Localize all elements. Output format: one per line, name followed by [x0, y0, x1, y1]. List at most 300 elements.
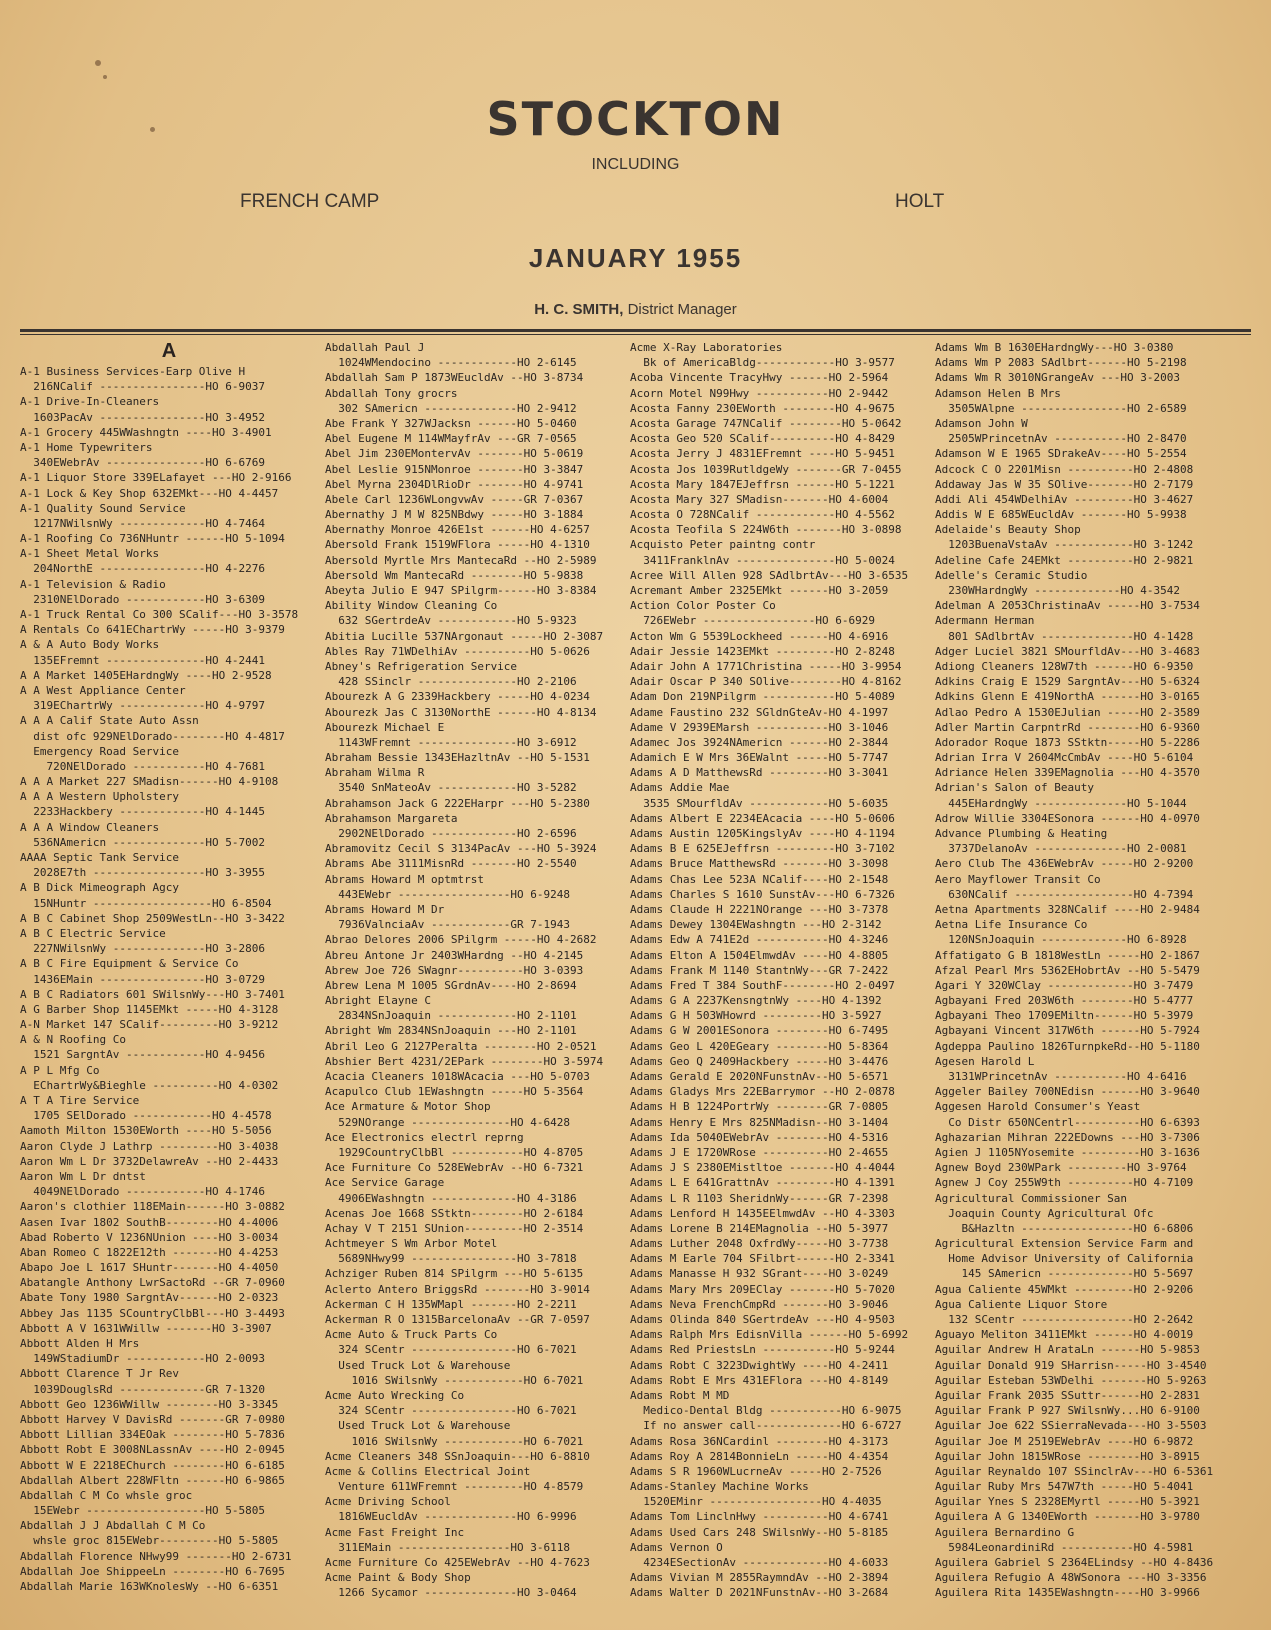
listing-entry: Acorn Motel N99Hwy -----------HO 2-9442 — [630, 386, 889, 400]
listing-entry: Addis W E 685WEucldAv -------HO 5-9938 — [935, 508, 1187, 522]
listing-columns — [20, 340, 1251, 1620]
listing-entry: Bk of AmericaBldg------------HO 3-9577 — [630, 356, 895, 370]
listing-entry: Adams G H 503WHowrd ---------HO 3-5927 — [630, 1009, 882, 1023]
listing-entry: Abrew Joe 726 SWagnr----------HO 3-0393 — [325, 963, 584, 977]
listing-entry: A-1 Drive-In-Cleaners — [20, 395, 160, 409]
listing-entry: Ace Electronics electrl reprng — [325, 1130, 524, 1144]
listing-entry: Adams Fred T 384 SouthF--------HO 2-0497 — [630, 978, 895, 992]
listing-entry: A B C Cabinet Shop 2509WestLn--HO 3-3422 — [20, 911, 285, 925]
listing-entry: Used Truck Lot & Warehouse — [325, 1419, 511, 1433]
listing-entry: Adams Rosa 36NCardinl --------HO 4-3173 — [630, 1434, 889, 1448]
listing-entry: Adamec Jos 3924NAmericn ------HO 2-3844 — [630, 735, 889, 749]
listing-entry: A T A Tire Service — [20, 1094, 140, 1107]
listing-entry: Acton Wm G 5539Lockheed ------HO 4-6916 — [630, 629, 889, 643]
listing-entry: Adams Neva FrenchCmpRd -------HO 3-9046 — [630, 1297, 889, 1311]
listing-entry: Adeline Cafe 24EMkt ----------HO 2-9821 — [935, 553, 1194, 567]
listing-entry: 2310NElDorado ------------HO 3-6309 — [20, 592, 266, 606]
listing-entry: Adair John A 1771Christina -----HO 3-9954 — [630, 659, 902, 673]
listing-entry: Ace Service Garage — [325, 1176, 445, 1190]
listing-entry: Adams G A 2237KensngtnWy ----HO 4-1392 — [630, 994, 882, 1008]
listing-entry: A A A Window Cleaners — [20, 820, 160, 834]
listing-entry: Action Color Poster Co — [630, 599, 776, 613]
listing-entry: A-1 Roofing Co 736NHuntr ------HO 5-1094 — [20, 532, 285, 546]
listing-entry: 230WHardngWy -------------HO 4-3542 — [935, 584, 1181, 597]
listing-entry: Acosta Mary 327 SMadisn-------HO 4-6004 — [630, 492, 889, 506]
listing-entry: 1521 SargntAv ------------HO 4-9456 — [20, 1048, 266, 1062]
listing-entry: 1217NWilsnWy -------------HO 4-7464 — [20, 516, 266, 530]
listing-entry: Abel Eugene M 114WMayfrAv ---GR 7-0565 — [325, 432, 577, 446]
district-manager — [0, 301, 1271, 318]
listing-entry: Affatigato G B 1818WestLn -----HO 2-1867 — [935, 948, 1200, 962]
listing-entry: Aggeler Bailey 700NEdisn ------HO 3-9640 — [935, 1085, 1200, 1099]
listing-entry: Abrew Lena M 1005 SGrdnAv----HO 2-8694 — [325, 978, 577, 992]
listing-entry: Acme & Collins Electrical Joint — [325, 1464, 531, 1478]
listing-entry: Aggesen Harold Consumer's Yeast — [935, 1100, 1141, 1114]
listing-entry: 632 SGertrdeAv ------------HO 5-9323 — [325, 614, 577, 628]
listing-entry: Abbott Alden H Mrs — [20, 1337, 140, 1350]
listing-entry: Adams J E 1720WRose ----------HO 2-4655 — [630, 1145, 889, 1159]
listing-entry: 443EWebr -----------------HO 6-9248 — [325, 887, 571, 901]
listing-entry: B&Hazltn -----------------HO 6-6806 — [935, 1221, 1194, 1235]
listing-entry: 145 SAmericn -------------HO 5-5697 — [935, 1267, 1194, 1281]
listing-entry: 801 SAdlbrtAv --------------HO 4-1428 — [935, 629, 1194, 643]
listing-entry: Aaron Wm L Dr 3732DelawreAv --HO 2-4433 — [20, 1154, 279, 1168]
listing-entry: Adams G W 2001ESonora --------HO 6-7495 — [630, 1024, 889, 1038]
listing-entry: Adams Wm P 2083 SAdlbrt------HO 5-2198 — [935, 356, 1187, 370]
listing-entry: Abel Jim 230EMontervAv -------HO 5-0619 — [325, 447, 584, 461]
listing-entry: A A A Calif State Auto Assn — [20, 714, 199, 728]
listing-entry: Acoba Vincente TracyHwy ------HO 2-5964 — [630, 371, 889, 385]
listing-entry: Abourezk A G 2339Hackbery -----HO 4-0234 — [325, 690, 590, 704]
listing-entry: 1024WMendocino ------------HO 2-6145 — [325, 356, 577, 370]
listing-entry: 149WStadiumDr ------------HO 2-0093 — [20, 1352, 266, 1366]
listing-entry: Abrahamson Jack G 222EHarpr ---HO 5-2380 — [325, 796, 590, 810]
listing-entry: Abbott A V 1631WWillw -------HO 3-3907 — [20, 1321, 272, 1335]
listing-entry: dist ofc 929NElDorado--------HO 4-4817 — [20, 729, 285, 743]
listing-entry: 15EWebr ------------------HO 5-5805 — [20, 1504, 266, 1518]
listing-entry: Adams Addie Mae — [630, 781, 730, 795]
listing-entry: Abdallah Sam P 1873WEucldAv --HO 3-8734 — [325, 371, 584, 385]
listing-entry: 720NElDorado -----------HO 4-7681 — [20, 759, 266, 773]
listing-entry: Adkins Craig E 1529 SargntAv---HO 5-6324 — [935, 675, 1200, 689]
listing-entry: Adams Geo L 420EGeary --------HO 5-8364 — [630, 1039, 889, 1053]
listing-entry: Abdallah Paul J — [325, 341, 425, 354]
header-rule-thin — [20, 334, 1251, 335]
listing-entry: Adair Jessie 1423EMkt ---------HO 2-8248 — [630, 644, 895, 658]
listing-entry: Acme Cleaners 348 SSnJoaquin---HO 6-8810 — [325, 1449, 590, 1463]
listing-entry: Aetna Life Insurance Co — [935, 918, 1088, 932]
listing-entry: Adair Oscar P 340 SOlive--------HO 4-8162 — [630, 675, 902, 689]
listing-entry: Abbott Lillian 334EOak --------HO 5-7836 — [20, 1428, 285, 1442]
listing-entry: Co Distr 650NCentrl----------HO 6-6393 — [935, 1115, 1200, 1129]
listing-entry: Adams Robt C 3223DwightWy ----HO 4-2411 — [630, 1358, 889, 1372]
listing-entry: 340EWebrAv ---------------HO 6-6769 — [20, 456, 266, 470]
listing-entry: Adamson Helen B Mrs — [935, 386, 1061, 400]
listing-entry: Ackerman C H 135WMapl -------HO 2-2211 — [325, 1297, 577, 1311]
listing-column-2 — [325, 340, 623, 1620]
listing-entry: Abright Elayne C — [325, 994, 431, 1008]
listing-entry: Abad Roberto V 1236NUnion ----HO 3-0034 — [20, 1230, 279, 1244]
listing-entry: Adams H B 1224PortrWy --------GR 7-0805 — [630, 1100, 889, 1114]
listing-entry: Adams Tom LinclnHwy ----------HO 4-6741 — [630, 1510, 889, 1524]
listing-entry: Adams A D MatthewsRd ---------HO 3-3041 — [630, 766, 889, 780]
listing-entry: A & N Roofing Co — [20, 1033, 126, 1047]
listing-entry: 428 SSinclr ---------------HO 2-2106 — [325, 675, 577, 689]
listing-entry: Abraham Wilma R — [325, 766, 425, 780]
listing-entry: Adams Lorene B 214EMagnolia --HO 5-3977 — [630, 1221, 889, 1235]
listing-entry: Aguilera A G 1340EWorth -------HO 3-9780 — [935, 1510, 1200, 1524]
listing-entry: Abersold Frank 1519WFlora -----HO 4-1310 — [325, 538, 590, 552]
listing-entry: Abernathy J M W 825NBdwy -----HO 3-1884 — [325, 508, 584, 522]
ink-spot — [150, 127, 155, 132]
listing-entry: Adams Wm R 3010NGrangeAv ---HO 3-2003 — [935, 371, 1181, 385]
listing-entry: Adams Walter D 2021NFunstnAv--HO 3-2684 — [630, 1586, 889, 1600]
listing-entry: Adorador Roque 1873 SStktn-----HO 5-2286 — [935, 735, 1200, 749]
listing-entry: Adams Luther 2048 OxfrdWy-----HO 3-7738 — [630, 1237, 889, 1251]
listing-entry: Abel Myrna 2304DlRioDr -------HO 4-9741 — [325, 477, 584, 491]
listing-entry: Home Advisor University of California — [935, 1252, 1194, 1266]
listing-entry: A A West Appliance Center — [20, 683, 186, 697]
listing-entry: Adams Red PriestsLn -----------HO 5-9244 — [630, 1343, 895, 1357]
listing-entry: Adamson W E 1965 SDrakeAv----HO 5-2554 — [935, 447, 1187, 461]
listing-entry: Abshier Bert 4231/2EPark --------HO 3-5974 — [325, 1054, 604, 1068]
listing-entry: 2505WPrincetnAv -----------HO 2-8470 — [935, 432, 1187, 446]
including-label: INCLUDING — [591, 156, 680, 173]
listing-entry: Aguilar Andrew H ArataLn ------HO 5-9853 — [935, 1343, 1200, 1357]
listing-entry: Aetna Apartments 328NCalif ----HO 2-9484 — [935, 902, 1200, 916]
listing-entry: 1016 SWilsnWy ------------HO 6-7021 — [325, 1434, 584, 1448]
listing-entry: Agbayani Fred 203W6th --------HO 5-4777 — [935, 994, 1194, 1008]
listing-entry: whsle groc 815EWebr---------HO 5-5805 — [20, 1534, 279, 1548]
listing-entry: Aguilar Ynes S 2328EMyrtl -----HO 5-3921 — [935, 1495, 1200, 1509]
listing-entry: 4049NElDorado ------------HO 4-1746 — [20, 1185, 266, 1199]
listing-entry: Agricultural Commissioner San — [935, 1191, 1128, 1205]
listing-entry: Abrams Howard M optmtrst — [325, 872, 484, 886]
listing-entry: Acosta Jerry J 4831EFremnt ----HO 5-9451 — [630, 447, 895, 461]
listing-entry: A A A Western Upholstery — [20, 790, 179, 804]
listing-entry: A-1 Truck Rental Co 300 SCalif---HO 3-3578 — [20, 608, 299, 621]
listing-entry: 1016 SWilsnWy ------------HO 6-7021 — [325, 1373, 584, 1387]
listing-entry: Adams Frank M 1140 StantnWy---GR 7-2422 — [630, 963, 889, 977]
listing-entry: Emergency Road Service — [20, 744, 179, 758]
listing-entry: Abourezk Jas C 3130NorthE ------HO 4-8134 — [325, 705, 597, 719]
listing-entry: Aguilera Rita 1435EWashngtn----HO 3-9966 — [935, 1586, 1200, 1600]
listing-entry: Aaron Clyde J Lathrp ---------HO 3-4038 — [20, 1139, 279, 1153]
listing-entry: Adams L R 1103 SheridnWy------GR 7-2398 — [630, 1191, 889, 1205]
listing-entry: Adler Martin CarpntrRd --------HO 6-9360 — [935, 720, 1200, 734]
listing-entry: 2028E7th -----------------HO 3-3955 — [20, 866, 266, 880]
page-header — [0, 0, 1271, 330]
listing-entry: Abdallah Marie 163WKnolesWy --HO 6-6351 — [20, 1580, 279, 1593]
listing-entry: Achtmeyer S Wm Arbor Motel — [325, 1237, 498, 1251]
listing-entry: Agua Caliente 45WMkt ---------HO 2-9206 — [935, 1282, 1194, 1296]
listing-entry: Abbott Clarence T Jr Rev — [20, 1367, 179, 1381]
listing-entry: Aclerto Antero BriggsRd -------HO 3-9014 — [325, 1282, 590, 1296]
listing-entry: A-N Market 147 SCalif---------HO 3-9212 — [20, 1018, 279, 1032]
listing-entry: Abdallah Albert 228WFltn ------HO 6-9865 — [20, 1473, 285, 1487]
listing-entry: 2902NElDorado -------------HO 2-6596 — [325, 827, 577, 840]
listing-entry: Agua Caliente Liquor Store — [935, 1297, 1108, 1311]
listing-entry: Aguilar Esteban 53WDelhi -------HO 5-9263 — [935, 1373, 1207, 1387]
listing-entry: Adcock C O 2201Misn ----------HO 2-4808 — [935, 462, 1194, 476]
listing-entry: Aguilera Bernardino G — [935, 1525, 1075, 1539]
listing-entry: Achay V T 2151 SUnion---------HO 2-3514 — [325, 1221, 584, 1235]
listing-column-1 — [20, 340, 318, 1620]
listing-entry: Abeyta Julio E 947 SPilgrm------HO 3-8384 — [325, 584, 597, 597]
listing-entry: Adams Chas Lee 523A NCalif----HO 2-1548 — [630, 872, 889, 886]
listing-entry: Aguilar Joe M 2519EWebrAv ----HO 6-9872 — [935, 1434, 1194, 1448]
listing-entry: Agesen Harold L — [935, 1054, 1035, 1068]
listing-entry: 1143WFremnt ---------------HO 3-6912 — [325, 735, 577, 749]
listing-entry: Acosta Geo 520 SCalif----------HO 4-8429 — [630, 432, 895, 446]
listing-entry: Adams Elton A 1504ElmwdAv ----HO 4-8805 — [630, 948, 889, 962]
listing-entry: Adams Manasse H 932 SGrant----HO 3-0249 — [630, 1267, 889, 1281]
listing-entry: Acosta Garage 747NCalif --------HO 5-0642 — [630, 416, 902, 430]
listing-entry: Acosta Fanny 230EWorth --------HO 4-9675 — [630, 401, 895, 415]
listing-entry: Adams Dewey 1304EWashngtn ---HO 2-3142 — [630, 918, 882, 932]
listing-entry: Venture 611WFremnt ---------HO 4-8579 — [325, 1480, 584, 1494]
listing-entry: 319EChartrWy -------------HO 4-9797 — [20, 699, 266, 713]
listing-entry: Acme Furniture Co 425EWebrAv --HO 4-7623 — [325, 1556, 590, 1569]
listing-entry: Abramovitz Cecil S 3134PacAv ---HO 5-3924 — [325, 842, 597, 856]
listing-entry: 2233Hackbery -------------HO 4-1445 — [20, 805, 266, 819]
listing-entry: Acosta O 728NCalif ------------HO 4-5562 — [630, 508, 895, 522]
listing-entry: Addaway Jas W 35 SOlive-------HO 2-7179 — [935, 477, 1194, 491]
listing-entry: 1520EMinr -----------------HO 4-4035 — [630, 1495, 882, 1509]
listing-entry: Adkins Glenn E 419NorthA ------HO 3-0165 — [935, 690, 1200, 704]
listing-entry: Afzal Pearl Mrs 5362EHobrtAv --HO 5-5479 — [935, 963, 1200, 977]
listing-entry: 3411FranklnAv ---------------HO 5-0024 — [630, 553, 895, 567]
listing-entry: Acme X-Ray Laboratories — [630, 341, 783, 354]
listing-entry: Abourezk Michael E — [325, 720, 445, 734]
listing-entry: Agnew J Coy 255W9th ----------HO 4-7109 — [935, 1176, 1194, 1190]
place-holt: HOLT — [895, 191, 945, 212]
listing-entry: Abdallah C M Co whsle groc — [20, 1488, 193, 1502]
listing-entry: Adams B E 625EJeffrsn ---------HO 3-7102 — [630, 842, 895, 856]
listing-entry: Ables Ray 71WDelhiAv ----------HO 5-0626 — [325, 644, 590, 658]
listing-entry: Aguayo Meliton 3411EMkt ------HO 4-0019 — [935, 1328, 1194, 1342]
listing-entry: 726EWebr -----------------HO 6-6929 — [630, 614, 876, 628]
listing-entry: Aamoth Milton 1530EWorth ----HO 5-5056 — [20, 1124, 272, 1138]
listing-entry: AAAA Septic Tank Service — [20, 851, 179, 864]
listing-entry: Adams Charles S 1610 SunstAv---HO 6-7326 — [630, 887, 895, 901]
listing-entry: Abernathy Monroe 426E1st ------HO 4-6257 — [325, 523, 590, 537]
listing-entry: Ability Window Cleaning Co — [325, 599, 498, 613]
listing-entry: Adelaide's Beauty Shop — [935, 523, 1081, 537]
listing-entry: Abitia Lucille 537NArgonaut -----HO 2-3087 — [325, 629, 604, 643]
listing-entry: Aghazarian Mihran 222EDowns ---HO 3-7306 — [935, 1130, 1200, 1144]
listing-entry: 1705 SElDorado ------------HO 4-4578 — [20, 1109, 272, 1123]
listing-entry: 3535 SMourfldAv ------------HO 5-6035 — [630, 796, 889, 810]
listing-entry: Adams-Stanley Machine Works — [630, 1480, 809, 1494]
listing-entry: Adams Vernon O — [630, 1540, 723, 1554]
listing-entry: 1266 Sycamor --------------HO 3-0464 — [325, 1586, 577, 1600]
listing-entry: Adame V 2939EMarsh -----------HO 3-1046 — [630, 720, 889, 734]
listing-entry: Acree Will Allen 928 SAdlbrtAv---HO 3-6535 — [630, 568, 909, 582]
listing-entry: Medico-Dental Bldg -----------HO 6-9075 — [630, 1404, 902, 1418]
listing-entry: Agari Y 320WClay -------------HO 3-7479 — [935, 978, 1194, 992]
listing-entry: Addi Ali 454WDelhiAv ---------HO 3-4627 — [935, 492, 1194, 506]
listing-entry: 227NWilsnWy --------------HO 3-2806 — [20, 942, 266, 956]
listing-entry: 1436EMain ----------------HO 3-0729 — [20, 972, 266, 986]
listing-entry: 3737DelanoAv --------------HO 2-0081 — [935, 842, 1187, 856]
listing-entry: Acme Driving School — [325, 1495, 451, 1509]
listing-entry: A-1 Quality Sound Service — [20, 501, 186, 515]
letter-heading: A — [161, 340, 177, 362]
listing-entry: 324 SCentr ----------------HO 6-7021 — [325, 1343, 577, 1357]
listing-entry: Abrams Abe 3111MisnRd -------HO 2-5540 — [325, 857, 577, 871]
listing-entry: Acme Fast Freight Inc — [325, 1525, 465, 1539]
listing-entry: 135EFremnt ---------------HO 4-2441 — [20, 653, 266, 667]
ink-spot — [103, 75, 107, 79]
listing-entry: 1039DouglsRd -------------GR 7-1320 — [20, 1382, 266, 1396]
listing-entry: A-1 Home Typewriters — [20, 440, 153, 454]
listing-entry: Acme Paint & Body Shop — [325, 1571, 471, 1585]
listing-entry: Abrams Howard M Dr — [325, 902, 445, 916]
listing-entry: A Rentals Co 641EChartrWy -----HO 3-9379 — [20, 623, 285, 637]
listing-entry: Adams Gladys Mrs 22EBarrymor --HO 2-0878 — [630, 1085, 895, 1099]
listing-entry: 5984LeonardiniRd -----------HO 4-5981 — [935, 1540, 1194, 1554]
listing-entry: Adams Robt M MD — [630, 1388, 730, 1402]
listing-entry: A-1 Business Services-Earp Olive H — [20, 365, 246, 378]
listing-entry: 216NCalif ----------------HO 6-9037 — [20, 380, 266, 394]
listing-entry: Adrow Willie 3304ESonora ------HO 4-0970 — [935, 811, 1200, 825]
listing-entry: A-1 Sheet Metal Works — [20, 547, 160, 561]
listing-entry: Adams Wm B 1630EHardngWy---HO 3-0380 — [935, 341, 1174, 354]
listing-entry: A A A Market 227 SMadisn------HO 4-9108 — [20, 775, 279, 789]
listing-entry: 4234ESectionAv -------------HO 4-6033 — [630, 1556, 889, 1569]
listing-entry: Adams Austin 1205KingslyAv ----HO 4-1194 — [630, 827, 895, 840]
listing-entry: Adams Vivian M 2855RaymndAv --HO 2-3894 — [630, 1571, 889, 1585]
listing-entry: A G Barber Shop 1145EMkt -----HO 4-3128 — [20, 1002, 279, 1016]
listing-entry: Adame Faustino 232 SGldnGteAv-HO 4-1997 — [630, 705, 889, 719]
listing-entry: Abele Carl 1236WLongvwAv -----GR 7-0367 — [325, 492, 584, 506]
listing-entry: Adams Ralph Mrs EdisnVilla ------HO 5-6992 — [630, 1328, 909, 1342]
listing-entry: A-1 Television & Radio — [20, 577, 166, 591]
listing-entry: A P L Mfg Co — [20, 1063, 100, 1077]
listing-entry: Agien J 1105NYosemite ---------HO 3-1636 — [935, 1145, 1200, 1159]
listing-entry: Ace Armature & Motor Shop — [325, 1100, 491, 1114]
listing-entry: Abel Leslie 915NMonroe -------HO 3-3847 — [325, 462, 584, 476]
listing-entry: 15NHuntr ------------------HO 6-8504 — [20, 896, 272, 910]
listing-entry: Adger Luciel 3821 SMourfldAv---HO 3-4683 — [935, 644, 1200, 658]
header-rule-thick — [20, 329, 1251, 332]
listing-entry: Abersold Myrtle Mrs MantecaRd --HO 2-5989 — [325, 553, 597, 567]
listing-entry: Adamich E W Mrs 36EWalnt -----HO 5-7747 — [630, 751, 889, 765]
listing-entry: Abdallah Joe ShippeeLn --------HO 6-7695 — [20, 1564, 285, 1578]
listing-entry: Abdallah Florence NHwy99 -------HO 2-6731 — [20, 1549, 292, 1563]
listing-entry: Abdallah Tony grocrs — [325, 386, 458, 400]
listing-entry: Adams Henry E Mrs 825NMadisn--HO 3-1404 — [630, 1115, 889, 1129]
listing-entry: Adrian's Salon of Beauty — [935, 781, 1094, 795]
listing-entry: Aguilar Joe 622 SSierraNevada---HO 3-5503 — [935, 1419, 1207, 1433]
listing-entry: Acacia Cleaners 1018WAcacia ---HO 5-0703 — [325, 1070, 590, 1083]
listing-entry: Adams Robt E Mrs 431EFlora ---HO 4-8149 — [630, 1373, 889, 1387]
listing-entry: 2834NSnJoaquin ------------HO 2-1101 — [325, 1009, 577, 1023]
listing-entry: Adams Edw A 741E2d -----------HO 4-3246 — [630, 933, 889, 947]
listing-entry: Adams S R 1960WLucrneAv -----HO 2-7526 — [630, 1464, 882, 1478]
listing-entry: Adams Roy A 2814BonnieLn -----HO 4-4354 — [630, 1449, 889, 1463]
listing-entry: Acosta Teofila S 224W6th -------HO 3-0898 — [630, 523, 902, 537]
listing-entry: A B Dick Mimeograph Agcy — [20, 881, 179, 895]
directory-title: STOCKTON — [486, 92, 785, 146]
listing-entry: Adrian Irra V 2604McCmbAv ----HO 5-6104 — [935, 751, 1194, 765]
listing-entry: Agnew Boyd 230WPark ---------HO 3-9764 — [935, 1161, 1187, 1175]
listing-entry: 302 SAmericn --------------HO 2-9412 — [325, 401, 577, 415]
listing-entry: Adlao Pedro A 1530EJulian -----HO 2-3589 — [935, 705, 1200, 719]
listing-entry: Aguilar Ruby Mrs 547W7th -----HO 5-4041 — [935, 1480, 1194, 1494]
listing-column-3 — [630, 340, 928, 1620]
ink-spot — [95, 60, 101, 66]
listing-entry: Acremant Amber 2325EMkt ------HO 3-2059 — [630, 584, 889, 597]
listing-entry: Agricultural Extension Service Farm and — [935, 1237, 1194, 1251]
listing-entry: Abraham Bessie 1343EHazltnAv --HO 5-1531 — [325, 751, 590, 765]
listing-entry: Abril Leo G 2127Peralta --------HO 2-0521 — [325, 1039, 597, 1053]
listing-entry: 3540 SnMateoAv ------------HO 3-5282 — [325, 781, 577, 795]
listing-entry: Ace Furniture Co 528EWebrAv --HO 6-7321 — [325, 1161, 584, 1175]
listing-entry: Aaron's clothier 118EMain------HO 3-0882 — [20, 1200, 285, 1214]
listing-entry: Used Truck Lot & Warehouse — [325, 1358, 511, 1372]
listing-entry: Adams Lenford H 1435EElmwdAv --HO 4-3303 — [630, 1206, 895, 1220]
listing-entry: 3505WAlpne ----------------HO 2-6589 — [935, 401, 1187, 415]
listing-entry: Adams J S 2380EMistltoe -------HO 4-4044 — [630, 1161, 895, 1175]
listing-entry: Abbott W E 2218EChurch --------HO 6-6185 — [20, 1458, 285, 1472]
listing-entry: Agbayani Vincent 317W6th ------HO 5-7924 — [935, 1024, 1200, 1038]
listing-entry: A & A Auto Body Works — [20, 638, 160, 652]
listing-entry: Abbey Jas 1135 SCountryClbBl---HO 3-4493 — [20, 1306, 285, 1320]
listing-entry: Adermann Herman — [935, 614, 1035, 628]
listing-entry: If no answer call-------------HO 6-6727 — [630, 1419, 902, 1433]
listing-entry: Adams M Earle 704 SFilbrt------HO 2-3341 — [630, 1252, 895, 1266]
listing-entry: Aasen Ivar 1802 SouthB--------HO 4-4006 — [20, 1215, 279, 1229]
listing-entry: Aero Mayflower Transit Co — [935, 872, 1101, 886]
listing-entry: 1929CountryClbBl -----------HO 4-8705 — [325, 1145, 584, 1159]
listing-entry: Adams L E 641GrattnAv ---------HO 4-1391 — [630, 1176, 895, 1190]
listing-entry: Abbott Robt E 3008NLassnAv ----HO 2-0945 — [20, 1443, 285, 1457]
listing-entry: Adriance Helen 339EMagnolia ---HO 4-3570 — [935, 766, 1200, 780]
listing-entry: Abersold Wm MantecaRd --------HO 5-9838 — [325, 568, 584, 582]
listing-entry: Aguilar John 1815WRose --------HO 3-8915 — [935, 1449, 1200, 1463]
listing-entry: Acapulco Club 1EWashngtn -----HO 5-3564 — [325, 1085, 584, 1099]
listing-entry: Adam Don 219NPilgrm -----------HO 5-4089 — [630, 690, 895, 704]
listing-entry: Joaquin County Agricultural Ofc — [935, 1206, 1154, 1220]
listing-entry: Abapo Joe L 1617 SHuntr-------HO 4-4050 — [20, 1261, 279, 1275]
listing-entry: Agbayani Theo 1709EMiltn------HO 5-3979 — [935, 1009, 1194, 1023]
listing-entry: Abdallah J J Abdallah C M Co — [20, 1519, 206, 1533]
listing-entry: Aguilar Frank P 927 SWilsnWy...HO 6-9100 — [935, 1404, 1200, 1418]
listing-entry: Adamson John W — [935, 416, 1028, 430]
listing-entry: Adams Geo Q 2409Hackbery -----HO 3-4476 — [630, 1054, 889, 1068]
listing-entry: Adams Gerald E 2020NFunstnAv--HO 5-6571 — [630, 1070, 889, 1083]
listing-entry: Abrahamson Margareta — [325, 811, 458, 825]
listing-entry: Aguilar Reynaldo 107 SSinclrAv---HO 6-5361 — [935, 1464, 1214, 1478]
listing-column-4 — [935, 340, 1233, 1620]
listing-entry: A A Market 1405EHardngWy ----HO 2-9528 — [20, 668, 272, 682]
listing-entry: Adams Albert E 2234EAcacia ----HO 5-0606 — [630, 811, 895, 825]
listing-entry: Acenas Joe 1668 SStktn--------HO 2-6184 — [325, 1206, 584, 1220]
listing-entry: Abreu Antone Jr 2403WHardng --HO 4-2145 — [325, 948, 584, 962]
listing-entry: 3131WPrincetnAv -----------HO 4-6416 — [935, 1070, 1187, 1083]
listing-entry: 630NCalif ------------------HO 4-7394 — [935, 887, 1194, 901]
listing-entry: Acosta Jos 1039RutldgeWy -------GR 7-0455 — [630, 462, 902, 476]
listing-entry: Acme Auto & Truck Parts Co — [325, 1328, 498, 1342]
listing-entry: Adams Used Cars 248 SWilsnWy--HO 5-8185 — [630, 1525, 889, 1539]
listing-entry: Aguilera Gabriel S 2364ELindsy --HO 4-8436 — [935, 1556, 1214, 1569]
listing-entry: Adams Bruce MatthewsRd -------HO 3-3098 — [630, 857, 889, 871]
listing-entry: Abate Tony 1980 SargntAv------HO 2-0323 — [20, 1291, 279, 1305]
place-french-camp: FRENCH CAMP — [240, 191, 380, 212]
listing-entry: Adams Claude H 2221NOrange ---HO 3-7378 — [630, 902, 889, 916]
